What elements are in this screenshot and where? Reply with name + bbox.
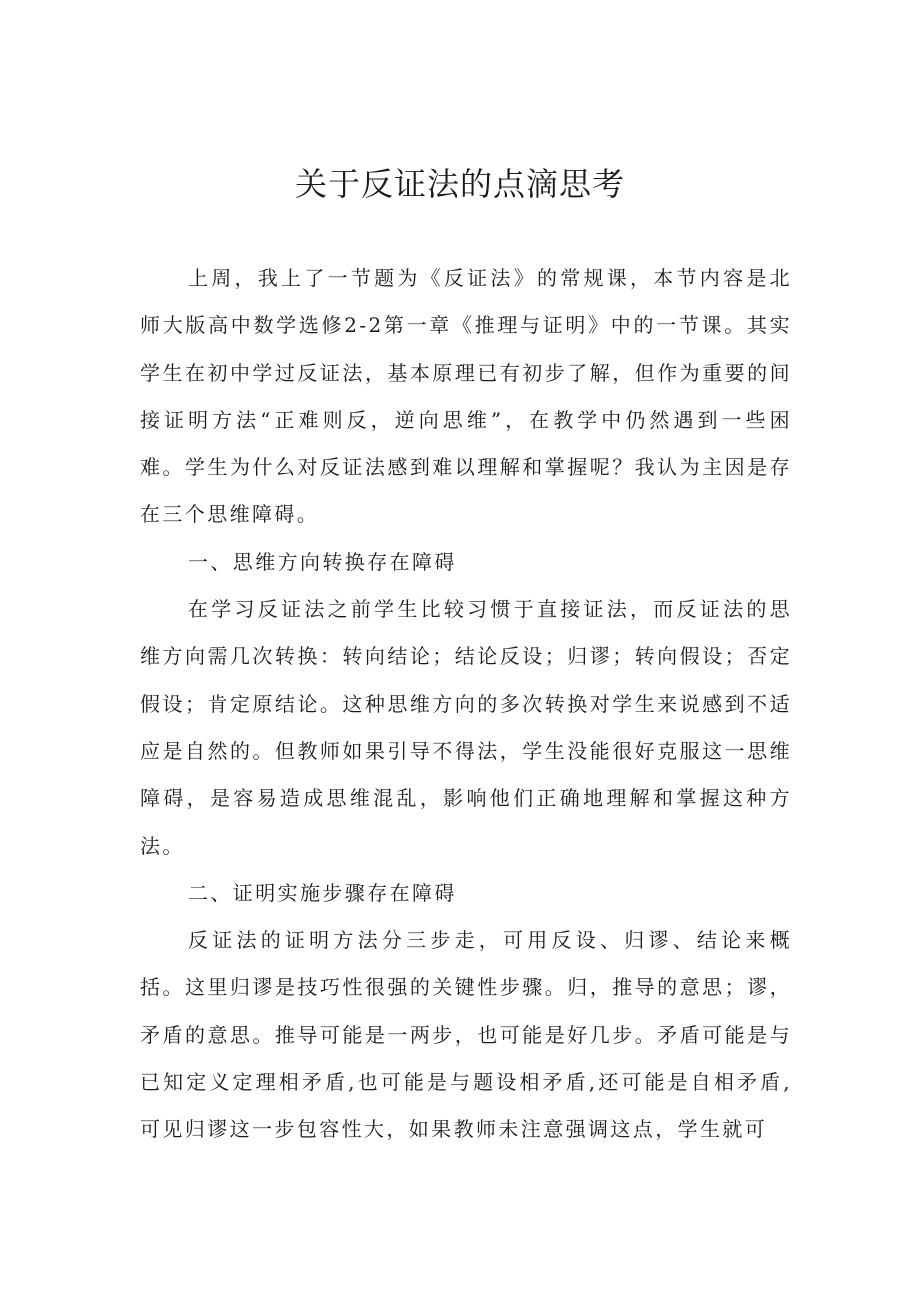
document-title: 关于反证法的点滴思考	[294, 165, 625, 203]
section-heading-1: 一、思维方向转换存在障碍	[188, 549, 457, 574]
document-body	[140, 255, 792, 1154]
section-heading-2: 二、证明实施步骤存在障碍	[188, 880, 457, 905]
intro-paragraph: 上周，我上了一节题为《反证法》的常规课，本节内容是北师大版高中数学选修2-2第一章《推理与证明》中的一节课。其实学生在初中学过反证法，基本原理已有初步了解，但作为重要的间接证明方法“正难则反，逆向思维”，在教学中仍然遇到一些困难。学生为什么对反证法感到难以理解和掌握呢？我认为主因是存在三个思维障碍。	[140, 266, 792, 527]
section-1-paragraph: 在学习反证法之前学生比较习惯于直接证法，而反证法的思维方向需几次转换：转向结论；结论反设；归谬；转向假设；否定假设；肯定原结论。这种思维方向的多次转换对学生来说感到不适应是自然的。但教师如果引导不得法，学生没能很好克服这一思维障碍，是容易造成思维混乱，影响他们正确地理解和掌握这种方法。	[140, 597, 792, 858]
section-2-paragraph: 反证法的证明方法分三步走，可用反设、归谬、结论来概括。这里归谬是技巧性很强的关键性步骤。归，推导的意思；谬，矛盾的意思。推导可能是一两步，也可能是好几步。矛盾可能是与已知定义定理相矛盾,也可能是与题设相矛盾,还可能是自相矛盾,可见归谬这一步包容性大，如果教师未注意强调这点，学生就可	[140, 928, 792, 1142]
